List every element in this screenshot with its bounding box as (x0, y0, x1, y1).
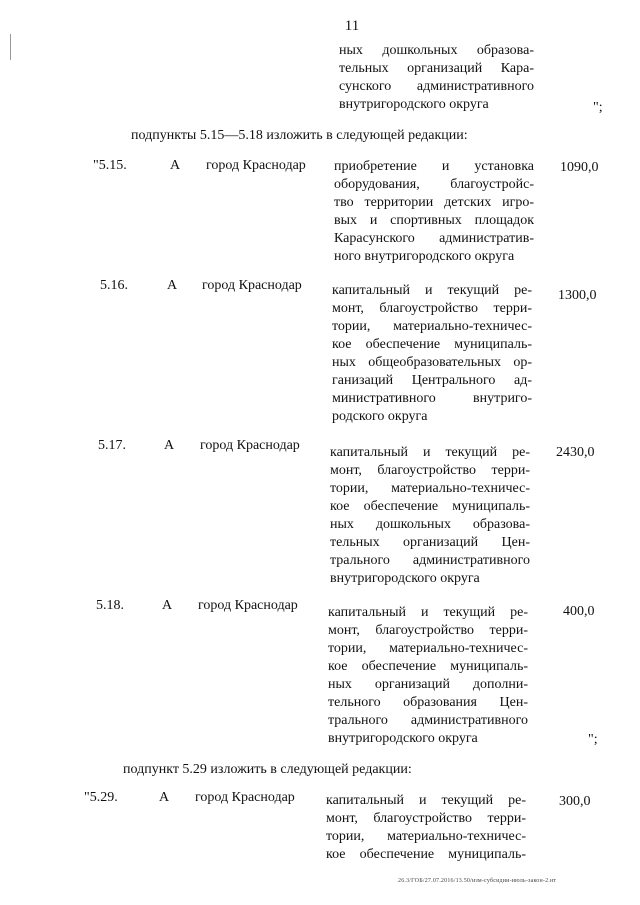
row-value: 300,0 (559, 794, 591, 809)
row-number: 5.18. (96, 598, 124, 613)
description-line: капитальный и текущий ре- (326, 793, 526, 808)
description-line: капитальный и текущий ре- (328, 605, 528, 620)
margin-rule (10, 34, 11, 60)
row-description (326, 792, 526, 864)
row-letter: А (162, 598, 173, 613)
description-line: тории, материально-техничес- (330, 481, 530, 496)
description-line: капитальный и текущий ре- (330, 445, 530, 460)
row-value: 400,0 (563, 604, 595, 619)
row-city: город Краснодар (206, 158, 306, 173)
row-city: город Краснодар (202, 278, 302, 293)
row-number: "5.29. (84, 790, 118, 805)
row-number: 5.16. (100, 278, 128, 293)
intro-line: ных дошкольных образова- (339, 43, 534, 58)
row-letter: А (170, 158, 181, 173)
description-line: ного внутригородского округа (334, 249, 515, 264)
description-line: ных общеобразовательных ор- (332, 355, 532, 370)
description-line: ных организаций дополни- (328, 677, 528, 692)
description-line: трального административного (328, 713, 528, 728)
description-line: внутригородского округа (328, 731, 478, 746)
row-letter: А (164, 438, 175, 453)
description-line: кое обеспечение муниципаль- (330, 499, 530, 514)
description-line: кое обеспечение муниципаль- (326, 847, 526, 862)
row-description (332, 282, 532, 426)
row-letter: А (159, 790, 170, 805)
intro-line: внутригородского округа (339, 97, 489, 112)
description-line: тельных организаций Цен- (330, 535, 530, 550)
description-line: Карасунского административ- (334, 231, 534, 246)
row-number: 5.17. (98, 438, 126, 453)
footer-file-path: 26.3/ГОБ/27.07.2016/13.50/изм-субсидии-июль-закон-2.нт (398, 878, 557, 884)
row-description (330, 444, 530, 588)
description-line: тории, материально-техничес- (326, 829, 526, 844)
description-line: ных дошкольных образова- (330, 517, 530, 532)
description-line: капитальный и текущий ре- (332, 283, 532, 298)
instruction-5-29: подпункт 5.29 изложить в следующей редакции: (123, 762, 412, 777)
intro-end-quote: "; (593, 100, 603, 115)
description-line: министративного внутриго- (332, 391, 532, 406)
row-value: 1300,0 (558, 288, 597, 303)
description-line: кое обеспечение муниципаль- (332, 337, 532, 352)
description-line: родского округа (332, 409, 428, 424)
description-line: трального административного (330, 553, 530, 568)
description-line: кое обеспечение муниципаль- (328, 659, 528, 674)
description-line: внутригородского округа (330, 571, 480, 586)
description-line: приобретение и установка (334, 159, 534, 174)
row-city: город Краснодар (195, 790, 295, 805)
description-line: монт, благоустройство терри- (332, 301, 532, 316)
row-value: 2430,0 (556, 445, 595, 460)
description-line: тво территории детских игро- (334, 195, 534, 210)
page-number: 11 (344, 18, 360, 34)
description-line: ганизаций Центрального ад- (332, 373, 532, 388)
description-line: оборудования, благоустройс- (334, 177, 534, 192)
intro-text (339, 42, 534, 114)
description-line: тории, материально-техничес- (328, 641, 528, 656)
row-description (334, 158, 534, 266)
row-end-quote: "; (588, 732, 598, 747)
description-line: монт, благоустройство терри- (330, 463, 530, 478)
row-letter: А (167, 278, 178, 293)
intro-line: сунского административного (339, 79, 534, 94)
description-line: монт, благоустройство терри- (328, 623, 528, 638)
row-city: город Краснодар (200, 438, 300, 453)
description-line: тельного образования Цен- (328, 695, 528, 710)
instruction-5-15-5-18: подпункты 5.15—5.18 изложить в следующей редакции: (131, 128, 468, 143)
row-number: "5.15. (93, 158, 127, 173)
row-description (328, 604, 528, 748)
row-value: 1090,0 (560, 160, 599, 175)
description-line: вых и спортивных площадок (334, 213, 534, 228)
description-line: монт, благоустройство терри- (326, 811, 526, 826)
description-line: тории, материально-техничес- (332, 319, 532, 334)
row-city: город Краснодар (198, 598, 298, 613)
intro-line: тельных организаций Кара- (339, 61, 534, 76)
